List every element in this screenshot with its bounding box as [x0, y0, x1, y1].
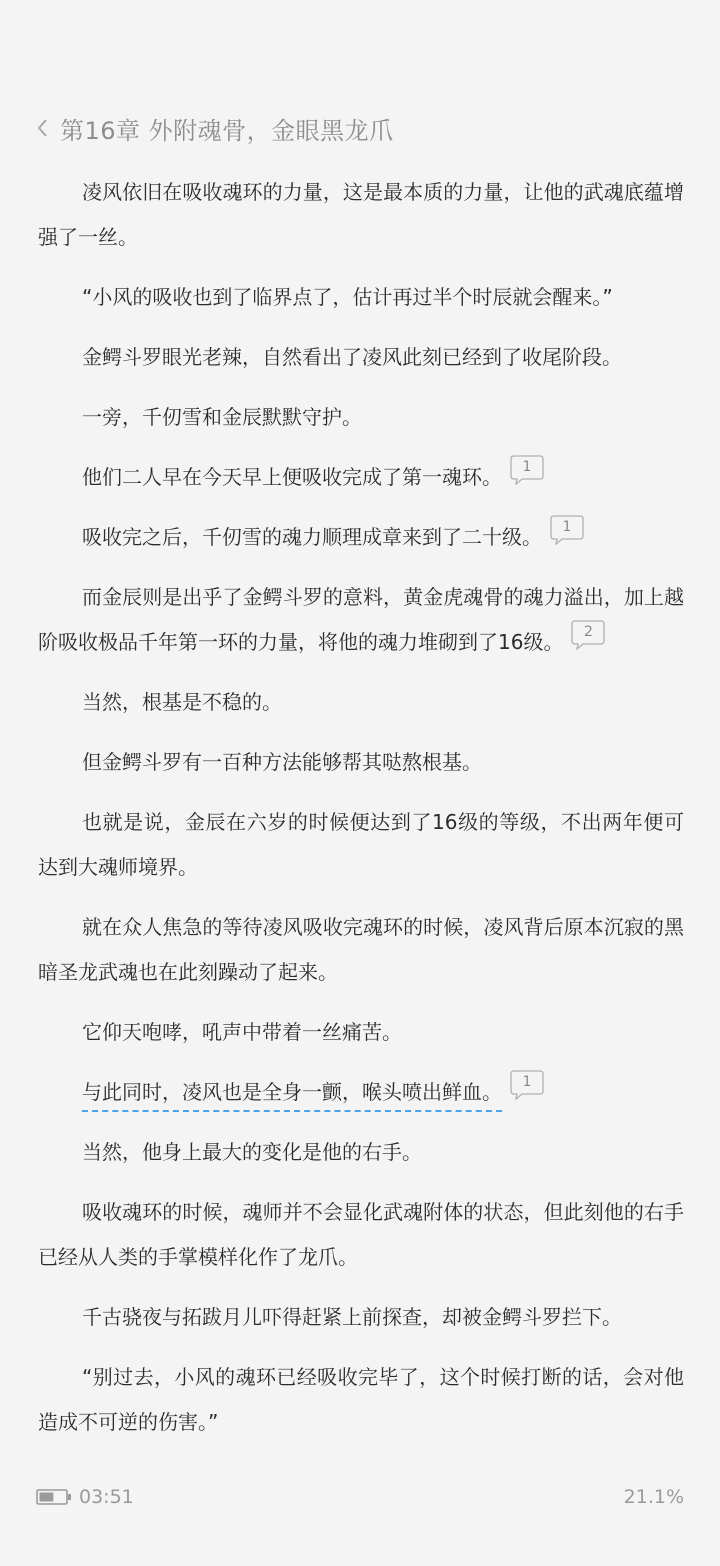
- clock-time: 03:51: [79, 1486, 134, 1508]
- comment-bubble[interactable]: [510, 1070, 544, 1096]
- paragraph-text[interactable]: 就在众人焦急的等待凌风吸收完魂环的时候，凌风背后原本沉寂的黑暗圣龙武魂也在此刻躁动了起来。: [38, 915, 684, 984]
- paragraph-text[interactable]: “别过去，小风的魂环已经吸收完毕了，这个时候打断的话，会对他造成不可逆的伤害。”: [38, 1365, 684, 1434]
- paragraph: [38, 1295, 684, 1340]
- paragraph: [38, 1010, 684, 1055]
- paragraph: [38, 515, 684, 560]
- paragraph: [38, 905, 684, 995]
- paragraph-text[interactable]: 吸收魂环的时候，魂师并不会显化武魂附体的状态，但此刻他的右手已经从人类的手掌模样化作了龙爪。: [38, 1200, 684, 1269]
- comment-count: 1: [562, 519, 572, 535]
- paragraph-text[interactable]: 但金鳄斗罗有一百种方法能够帮其哒熬根基。: [82, 750, 482, 774]
- paragraph-text[interactable]: 也就是说，金辰在六岁的时候便达到了16级的等级，不出两年便可达到大魂师境界。: [38, 810, 684, 879]
- paragraph-text[interactable]: 而金辰则是出乎了金鳄斗罗的意料，黄金虎魂骨的魂力溢出，加上越阶吸收极品千年第一环的力量，将他的魂力堆砌到了16级。: [38, 585, 684, 654]
- chapter-content: [38, 170, 684, 1460]
- battery-icon: [36, 1488, 72, 1506]
- comment-bubble[interactable]: [550, 515, 584, 541]
- paragraph: [38, 395, 684, 440]
- comment-count: 1: [522, 459, 532, 475]
- paragraph: [38, 800, 684, 890]
- comment-count: 1: [522, 1074, 532, 1090]
- paragraph: [38, 680, 684, 725]
- status-footer: [36, 1482, 684, 1512]
- paragraph-text[interactable]: 它仰天咆哮，吼声中带着一丝痛苦。: [82, 1020, 402, 1044]
- paragraph: [38, 575, 684, 665]
- paragraph-text[interactable]: 千古骁夜与拓跋月儿吓得赶紧上前探查，却被金鳄斗罗拦下。: [82, 1305, 622, 1329]
- comment-bubble[interactable]: [571, 620, 605, 646]
- paragraph: [38, 1070, 684, 1115]
- paragraph: [38, 740, 684, 785]
- paragraph-text[interactable]: “小风的吸收也到了临界点了，估计再过半个时辰就会醒来。”: [82, 285, 613, 309]
- paragraph: [38, 1355, 684, 1445]
- paragraph-text[interactable]: 金鳄斗罗眼光老辣，自然看出了凌风此刻已经到了收尾阶段。: [82, 345, 622, 369]
- paragraph-text[interactable]: 当然，根基是不稳的。: [82, 690, 282, 714]
- paragraph-text[interactable]: 吸收完之后，千仞雪的魂力顺理成章来到了二十级。: [82, 525, 542, 549]
- comment-bubble[interactable]: [510, 455, 544, 481]
- chevron-left-icon[interactable]: [36, 112, 58, 144]
- paragraph: [38, 455, 684, 500]
- paragraph: [38, 170, 684, 260]
- chapter-title: 第16章 外附魂骨，金眼黑龙爪: [60, 116, 394, 145]
- paragraph: [38, 1190, 684, 1280]
- paragraph: [38, 275, 684, 320]
- comment-count: 2: [583, 624, 593, 640]
- paragraph-text[interactable]: 凌风依旧在吸收魂环的力量，这是最本质的力量，让他的武魂底蕴增强了一丝。: [38, 180, 684, 249]
- paragraph-text[interactable]: 他们二人早在今天早上便吸收完成了第一魂环。: [82, 465, 502, 489]
- paragraph: [38, 1130, 684, 1175]
- paragraph-text[interactable]: 一旁，千仞雪和金辰默默守护。: [82, 405, 362, 429]
- paragraph: [38, 335, 684, 380]
- paragraph-text[interactable]: 当然，他身上最大的变化是他的右手。: [82, 1140, 422, 1164]
- chapter-header: [36, 108, 394, 148]
- paragraph-text[interactable]: 与此同时，凌风也是全身一颤，喉头喷出鲜血。: [82, 1080, 502, 1112]
- reading-progress: 21.1%: [623, 1486, 684, 1508]
